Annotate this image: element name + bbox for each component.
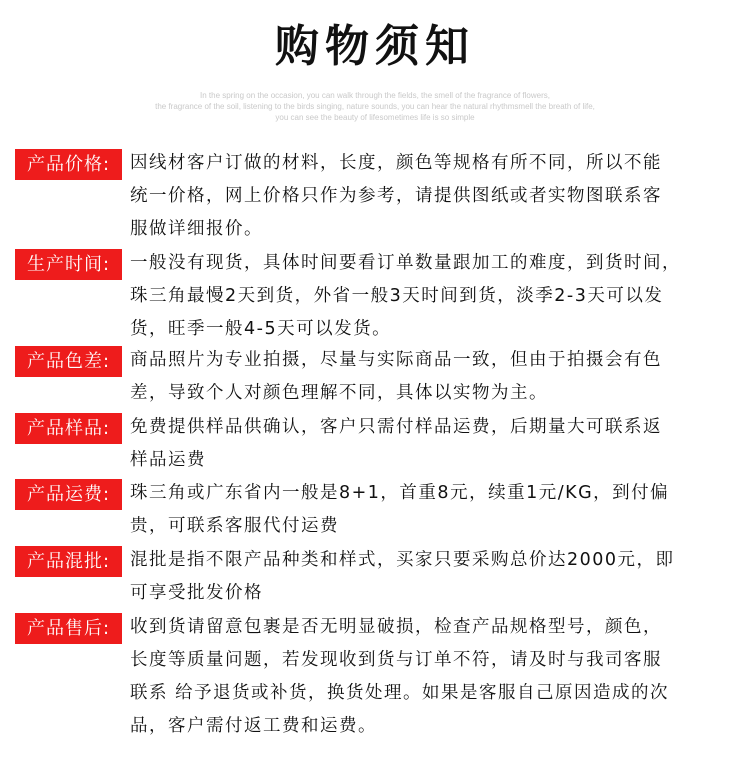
section-line: 长度等质量问题，若发现收到货与订单不符，请及时与我司客服 xyxy=(130,650,662,670)
section-text-production-time xyxy=(130,247,730,346)
section-line: 联系 给予退货或补货，换货处理。如果是客服自己原因造成的次 xyxy=(130,683,670,703)
section-label-price: 产品价格: xyxy=(15,149,122,180)
subtitle-line: In the spring on the occasion, you can walk through the fields, the smell of the fragrance of flowers, xyxy=(200,91,550,100)
section-line: 品，客户需付返工费和运费。 xyxy=(130,716,377,736)
section-line: 珠三角最慢2天到货，外省一般3天时间到货，淡季2-3天可以发 xyxy=(130,286,664,306)
section-line: 免费提供样品供确认，客户只需付样品运费，后期量大可联系返 xyxy=(130,417,662,437)
section-text-samples xyxy=(130,411,730,477)
section-text-after-sales xyxy=(130,611,730,743)
section-label-shipping: 产品运费: xyxy=(15,479,122,510)
section-line: 一般没有现货，具体时间要看订单数量跟加工的难度，到货时间， xyxy=(130,253,681,273)
section-line: 珠三角或广东省内一般是8+1，首重8元，续重1元/KG，到付偏 xyxy=(130,483,670,503)
section-text-color-difference xyxy=(130,344,730,410)
section-line: 统一价格，网上价格只作为参考，请提供图纸或者实物图联系客 xyxy=(130,186,662,206)
section-line: 差，导致个人对颜色理解不同，具体以实物为主。 xyxy=(130,383,548,403)
section-line: 样品运费 xyxy=(130,450,206,470)
section-text-mixed-wholesale xyxy=(130,544,730,610)
section-line: 因线材客户订做的材料，长度，颜色等规格有所不同，所以不能 xyxy=(130,153,662,173)
section-line: 可享受批发价格 xyxy=(130,583,263,603)
section-text-price xyxy=(130,147,730,246)
section-label-mixed-wholesale: 产品混批: xyxy=(15,546,122,577)
section-label-samples: 产品样品: xyxy=(15,413,122,444)
subtitle-line: the fragrance of the soil, listening to the birds singing, nature sounds, you can hear the natural rhythmsmell the breath of life, xyxy=(155,102,595,111)
subtitle-line: you can see the beauty of lifesometimes life is so simple xyxy=(275,113,475,122)
section-line: 货，旺季一般4-5天可以发货。 xyxy=(130,319,392,339)
section-label-color-difference: 产品色差: xyxy=(15,346,122,377)
section-label-after-sales: 产品售后: xyxy=(15,613,122,644)
section-text-shipping xyxy=(130,477,730,543)
section-line: 商品照片为专业拍摄，尽量与实际商品一致，但由于拍摄会有色 xyxy=(130,350,662,370)
page-title: 购物须知 xyxy=(275,21,475,72)
section-line: 混批是指不限产品种类和样式，买家只要采购总价达2000元，即 xyxy=(130,550,675,570)
section-label-production-time: 生产时间: xyxy=(15,249,122,280)
section-line: 贵，可联系客服代付运费 xyxy=(130,516,339,536)
section-line: 收到货请留意包裹是否无明显破损，检查产品规格型号，颜色， xyxy=(130,617,662,637)
decorative-subtitle xyxy=(100,90,650,123)
section-line: 服做详细报价。 xyxy=(130,219,263,239)
